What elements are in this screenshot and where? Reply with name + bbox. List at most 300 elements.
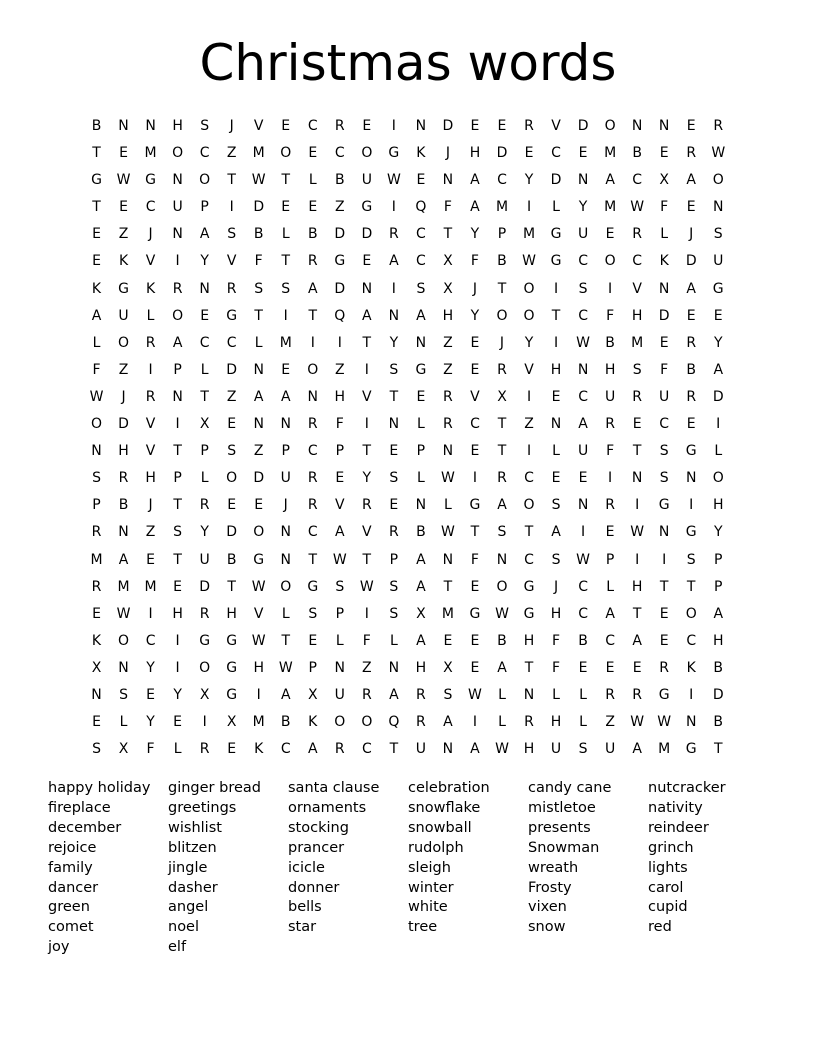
grid-letter: C bbox=[659, 416, 670, 433]
grid-letter: N bbox=[172, 388, 183, 405]
word-item: Frosty bbox=[528, 879, 572, 896]
grid-letter: G bbox=[145, 172, 156, 189]
grid-letter: O bbox=[685, 605, 697, 622]
word-item: angel bbox=[168, 899, 209, 916]
grid-letter: U bbox=[415, 741, 427, 758]
word-item: rejoice bbox=[48, 839, 97, 856]
grid-letter: A bbox=[551, 524, 561, 541]
grid-letter: E bbox=[227, 497, 237, 514]
grid-letter: S bbox=[281, 280, 291, 297]
grid-letter: G bbox=[307, 578, 319, 595]
word-item: snowball bbox=[408, 819, 472, 836]
grid-letter: E bbox=[605, 226, 615, 243]
grid-letter: E bbox=[92, 253, 101, 270]
grid-letter: L bbox=[389, 632, 398, 649]
grid-letter: V bbox=[145, 443, 156, 460]
grid-letter: T bbox=[362, 334, 372, 351]
grid-letter: H bbox=[172, 118, 183, 134]
grid-letter: O bbox=[523, 280, 535, 297]
grid-letter: Y bbox=[146, 714, 155, 731]
grid-letter: N bbox=[280, 524, 291, 541]
grid-letter: G bbox=[415, 361, 427, 378]
grid-letter: I bbox=[472, 470, 478, 487]
grid-letter: M bbox=[658, 741, 671, 758]
grid-letter: D bbox=[712, 686, 724, 703]
grid-letter: W bbox=[251, 632, 266, 649]
grid-letter: L bbox=[498, 686, 506, 703]
grid-letter: N bbox=[172, 172, 183, 189]
grid-letter: Y bbox=[713, 334, 723, 351]
grid-letter: U bbox=[118, 307, 129, 324]
grid-letter: A bbox=[686, 280, 696, 297]
grid-letter: R bbox=[686, 388, 697, 405]
grid-letter: B bbox=[91, 118, 102, 134]
grid-letter: A bbox=[91, 307, 102, 324]
grid-letter: T bbox=[92, 145, 101, 162]
grid-letter: I bbox=[364, 416, 369, 433]
grid-letter: E bbox=[605, 524, 615, 541]
grid-letter: L bbox=[281, 226, 290, 243]
grid-letter: Z bbox=[443, 334, 453, 351]
grid-row bbox=[83, 465, 732, 492]
grid-letter: N bbox=[334, 659, 346, 676]
word-item: mistletoe bbox=[528, 799, 596, 816]
grid-letter: H bbox=[550, 714, 562, 731]
grid-letter: J bbox=[445, 145, 450, 162]
grid-letter: X bbox=[199, 416, 210, 433]
grid-letter: P bbox=[389, 551, 399, 568]
grid-letter: N bbox=[415, 118, 427, 134]
grid-letter: W bbox=[251, 578, 266, 595]
grid-letter: C bbox=[497, 172, 507, 189]
grid-letter: E bbox=[443, 632, 453, 649]
grid-letter: I bbox=[526, 199, 532, 216]
word-item: white bbox=[408, 899, 448, 916]
grid-letter: B bbox=[713, 714, 724, 731]
grid-letter: N bbox=[631, 118, 643, 134]
grid-letter: J bbox=[499, 334, 505, 351]
grid-letter: M bbox=[604, 145, 617, 162]
grid-row bbox=[83, 547, 732, 574]
word-item: grinch bbox=[648, 839, 694, 856]
grid-letter: Z bbox=[226, 388, 237, 405]
grid-letter: C bbox=[578, 388, 588, 405]
grid-letter: E bbox=[578, 659, 588, 676]
grid-letter: U bbox=[713, 253, 724, 270]
grid-letter: H bbox=[712, 497, 724, 514]
grid-letter: N bbox=[631, 470, 643, 487]
grid-letter: S bbox=[443, 686, 453, 703]
grid-letter: X bbox=[443, 280, 453, 297]
grid-letter: I bbox=[202, 714, 207, 731]
grid-letter: Q bbox=[415, 199, 427, 216]
word-item: icicle bbox=[288, 859, 325, 876]
grid-letter: C bbox=[632, 172, 643, 189]
grid-letter: R bbox=[307, 416, 318, 433]
grid-letter: T bbox=[497, 280, 507, 297]
grid-letter: Z bbox=[362, 659, 372, 676]
grid-letter: I bbox=[148, 605, 153, 622]
word-item: carol bbox=[648, 879, 684, 896]
grid-letter: E bbox=[281, 118, 291, 134]
grid-letter: E bbox=[362, 253, 372, 270]
word-item: snow bbox=[528, 919, 566, 936]
grid-letter: L bbox=[281, 605, 290, 622]
word-item: santa clause bbox=[288, 780, 380, 796]
grid-letter: G bbox=[685, 524, 697, 541]
grid-letter: U bbox=[334, 686, 345, 703]
grid-letter: U bbox=[604, 741, 616, 758]
grid-letter: Q bbox=[334, 307, 346, 324]
word-item: vixen bbox=[528, 899, 567, 916]
grid-letter: C bbox=[199, 145, 210, 162]
grid-letter: A bbox=[632, 741, 642, 758]
grid-letter: V bbox=[362, 388, 372, 405]
grid-row bbox=[83, 384, 732, 411]
grid-letter: P bbox=[714, 578, 723, 595]
grid-letter: W bbox=[576, 334, 590, 351]
grid-letter: V bbox=[551, 118, 561, 134]
grid-row bbox=[83, 628, 732, 655]
grid-row bbox=[83, 736, 732, 763]
grid-letter: Z bbox=[524, 416, 534, 433]
grid-letter: A bbox=[497, 497, 507, 514]
grid-letter: W bbox=[495, 741, 509, 758]
word-item: noel bbox=[168, 919, 200, 936]
grid-letter: P bbox=[714, 551, 723, 568]
grid-row bbox=[83, 303, 732, 330]
grid-letter: O bbox=[712, 470, 724, 487]
grid-letter: H bbox=[253, 659, 264, 676]
grid-letter: X bbox=[199, 686, 210, 703]
grid-letter: O bbox=[361, 714, 373, 731]
grid-letter: J bbox=[148, 497, 153, 514]
grid-letter: O bbox=[334, 714, 346, 731]
grid-letter: Y bbox=[389, 334, 399, 351]
grid-row bbox=[83, 276, 732, 303]
grid-letter: L bbox=[714, 443, 723, 460]
grid-letter: R bbox=[605, 686, 615, 703]
grid-letter: K bbox=[659, 253, 669, 270]
grid-letter: T bbox=[713, 741, 723, 758]
grid-row bbox=[83, 438, 732, 465]
grid-letter: E bbox=[632, 416, 642, 433]
grid-letter: R bbox=[334, 118, 345, 134]
grid-letter: N bbox=[91, 443, 102, 460]
grid-letter: E bbox=[470, 632, 480, 649]
grid-letter: I bbox=[391, 280, 396, 297]
grid-letter: H bbox=[172, 605, 183, 622]
grid-letter: E bbox=[524, 145, 534, 162]
word-item: nativity bbox=[648, 799, 703, 816]
grid-letter: K bbox=[254, 741, 264, 758]
grid-letter: E bbox=[227, 416, 237, 433]
grid-letter: V bbox=[145, 253, 156, 270]
grid-letter: M bbox=[495, 199, 509, 216]
grid-letter: H bbox=[415, 659, 427, 676]
word-column bbox=[48, 779, 168, 958]
grid-letter: H bbox=[523, 632, 535, 649]
grid-letter: P bbox=[200, 443, 209, 460]
grid-letter: E bbox=[659, 605, 669, 622]
grid-letter: E bbox=[92, 226, 101, 243]
grid-letter: E bbox=[659, 632, 669, 649]
grid-letter: T bbox=[389, 741, 399, 758]
grid-letter: A bbox=[578, 416, 588, 433]
grid-letter: V bbox=[253, 118, 264, 134]
grid-letter: V bbox=[470, 388, 480, 405]
grid-letter: C bbox=[307, 524, 318, 541]
grid-letter: C bbox=[199, 334, 210, 351]
grid-letter: E bbox=[227, 741, 237, 758]
grid-letter: T bbox=[389, 388, 399, 405]
grid-letter: A bbox=[280, 686, 291, 703]
grid-letter: N bbox=[172, 226, 183, 243]
grid-letter: E bbox=[119, 145, 128, 162]
grid-letter: A bbox=[362, 307, 372, 324]
grid-letter: N bbox=[307, 388, 318, 405]
grid-letter: N bbox=[91, 686, 102, 703]
grid-letter: U bbox=[604, 388, 616, 405]
grid-letter: W bbox=[630, 199, 645, 216]
grid-letter: E bbox=[659, 334, 669, 351]
grid-letter: S bbox=[497, 524, 507, 541]
grid-letter: E bbox=[389, 497, 399, 514]
word-item: jingle bbox=[168, 859, 208, 876]
grid-letter: K bbox=[308, 714, 318, 731]
word-item: sleigh bbox=[408, 859, 451, 876]
grid-letter: D bbox=[577, 118, 589, 134]
grid-letter: B bbox=[280, 714, 291, 731]
word-item: stocking bbox=[288, 819, 349, 836]
grid-letter: D bbox=[712, 388, 724, 405]
grid-letter: W bbox=[630, 524, 645, 541]
grid-letter: Z bbox=[118, 226, 129, 243]
grid-letter: T bbox=[551, 307, 561, 324]
grid-letter: A bbox=[118, 551, 129, 568]
grid-letter: C bbox=[334, 145, 345, 162]
grid-letter: S bbox=[659, 470, 669, 487]
word-item: rudolph bbox=[408, 839, 464, 856]
grid-letter: R bbox=[713, 118, 724, 134]
grid-letter: T bbox=[686, 578, 696, 595]
grid-letter: R bbox=[199, 741, 210, 758]
grid-letter: L bbox=[416, 416, 425, 433]
grid-letter: E bbox=[173, 578, 183, 595]
grid-letter: E bbox=[254, 497, 264, 514]
grid-letter: R bbox=[443, 388, 453, 405]
grid-row bbox=[83, 574, 732, 601]
grid-letter: R bbox=[361, 686, 372, 703]
grid-letter: T bbox=[524, 659, 534, 676]
grid-letter: T bbox=[308, 307, 318, 324]
grid-letter: I bbox=[337, 334, 342, 351]
grid-letter: B bbox=[226, 551, 237, 568]
grid-letter: E bbox=[200, 307, 210, 324]
grid-letter: R bbox=[524, 714, 534, 731]
grid-letter: W bbox=[495, 605, 509, 622]
grid-letter: G bbox=[334, 253, 346, 270]
grid-letter: C bbox=[226, 334, 237, 351]
grid-letter: P bbox=[173, 361, 182, 378]
word-item: happy holiday bbox=[48, 780, 151, 796]
grid-letter: D bbox=[334, 280, 346, 297]
grid-letter: O bbox=[712, 172, 724, 189]
grid-letter: I bbox=[310, 334, 315, 351]
grid-row bbox=[83, 709, 732, 736]
grid-letter: E bbox=[281, 199, 291, 216]
grid-letter: I bbox=[175, 253, 180, 270]
grid-letter: Q bbox=[388, 714, 400, 731]
letter-grid bbox=[83, 113, 732, 763]
grid-letter: N bbox=[388, 307, 400, 324]
grid-letter: S bbox=[551, 497, 561, 514]
grid-letter: T bbox=[659, 578, 669, 595]
grid-letter: V bbox=[253, 605, 264, 622]
grid-letter: Y bbox=[578, 199, 588, 216]
grid-letter: I bbox=[175, 659, 180, 676]
grid-letter: R bbox=[91, 578, 102, 595]
grid-letter: R bbox=[118, 470, 129, 487]
grid-row bbox=[83, 682, 732, 709]
grid-letter: L bbox=[552, 686, 560, 703]
grid-letter: M bbox=[279, 334, 292, 351]
grid-letter: B bbox=[578, 632, 588, 649]
grid-letter: S bbox=[659, 443, 669, 460]
grid-letter: N bbox=[415, 334, 427, 351]
grid-letter: I bbox=[364, 605, 369, 622]
grid-letter: L bbox=[416, 470, 425, 487]
word-item: blitzen bbox=[168, 839, 217, 856]
grid-letter: L bbox=[200, 361, 209, 378]
grid-letter: F bbox=[660, 199, 669, 216]
grid-letter: A bbox=[713, 361, 724, 378]
grid-letter: M bbox=[441, 605, 454, 622]
grid-letter: B bbox=[686, 361, 696, 378]
grid-letter: R bbox=[632, 388, 642, 405]
grid-row bbox=[83, 601, 732, 628]
grid-letter: V bbox=[524, 361, 534, 378]
grid-letter: E bbox=[146, 686, 155, 703]
word-item: Snowman bbox=[528, 839, 600, 856]
grid-letter: G bbox=[469, 497, 481, 514]
grid-letter: N bbox=[280, 416, 291, 433]
grid-letter: E bbox=[713, 307, 723, 324]
grid-letter: A bbox=[253, 388, 264, 405]
grid-letter: X bbox=[659, 172, 669, 189]
word-item: candy cane bbox=[528, 780, 612, 796]
word-item: fireplace bbox=[48, 799, 111, 816]
grid-letter: T bbox=[173, 443, 182, 460]
grid-letter: T bbox=[173, 551, 182, 568]
grid-letter: T bbox=[281, 632, 291, 649]
grid-letter: N bbox=[145, 118, 156, 134]
grid-letter: F bbox=[606, 443, 615, 460]
grid-letter: R bbox=[632, 226, 642, 243]
word-item: ginger bread bbox=[168, 780, 261, 796]
grid-letter: P bbox=[200, 199, 209, 216]
grid-letter: O bbox=[199, 659, 211, 676]
grid-letter: T bbox=[362, 443, 372, 460]
grid-letter: B bbox=[605, 334, 615, 351]
grid-letter: S bbox=[335, 578, 345, 595]
grid-letter: N bbox=[280, 551, 291, 568]
grid-letter: W bbox=[278, 659, 293, 676]
grid-letter: C bbox=[524, 470, 534, 487]
grid-letter: P bbox=[173, 470, 182, 487]
grid-letter: O bbox=[253, 524, 265, 541]
grid-letter: K bbox=[118, 253, 129, 270]
grid-letter: C bbox=[145, 199, 156, 216]
grid-letter: M bbox=[252, 714, 265, 731]
grid-letter: O bbox=[604, 253, 616, 270]
grid-letter: Z bbox=[443, 361, 453, 378]
grid-letter: L bbox=[173, 741, 182, 758]
grid-letter: Y bbox=[362, 470, 372, 487]
grid-letter: N bbox=[442, 551, 454, 568]
grid-letter: I bbox=[689, 686, 694, 703]
grid-letter: E bbox=[686, 118, 696, 134]
grid-letter: D bbox=[361, 226, 373, 243]
grid-letter: A bbox=[389, 686, 399, 703]
grid-row bbox=[83, 140, 732, 167]
grid-letter: R bbox=[307, 497, 318, 514]
grid-letter: R bbox=[388, 226, 399, 243]
grid-letter: T bbox=[443, 578, 453, 595]
grid-letter: M bbox=[604, 199, 617, 216]
grid-letter: B bbox=[497, 632, 507, 649]
grid-letter: X bbox=[443, 659, 453, 676]
grid-letter: C bbox=[416, 226, 426, 243]
grid-letter: L bbox=[146, 307, 155, 324]
grid-letter: N bbox=[253, 361, 264, 378]
grid-letter: D bbox=[550, 172, 562, 189]
grid-letter: L bbox=[579, 714, 587, 731]
grid-letter: C bbox=[416, 253, 426, 270]
grid-letter: E bbox=[119, 199, 128, 216]
grid-letter: H bbox=[118, 443, 129, 460]
grid-letter: Y bbox=[200, 524, 209, 541]
grid-letter: C bbox=[686, 632, 697, 649]
grid-letter: A bbox=[605, 172, 615, 189]
grid-letter: H bbox=[226, 605, 237, 622]
grid-letter: C bbox=[307, 118, 318, 134]
grid-letter: G bbox=[712, 280, 724, 297]
grid-letter: W bbox=[522, 253, 536, 270]
grid-letter: T bbox=[92, 199, 101, 216]
word-item: joy bbox=[48, 939, 70, 956]
grid-letter: K bbox=[145, 280, 156, 297]
grid-letter: C bbox=[578, 253, 588, 270]
grid-letter: E bbox=[92, 605, 101, 622]
grid-letter: C bbox=[578, 605, 588, 622]
grid-letter: G bbox=[226, 307, 238, 324]
grid-letter: N bbox=[199, 280, 210, 297]
word-column bbox=[288, 779, 408, 958]
word-item: wishlist bbox=[168, 819, 222, 836]
grid-letter: A bbox=[416, 307, 426, 324]
grid-letter: N bbox=[388, 659, 400, 676]
grid-letter: D bbox=[226, 524, 238, 541]
grid-letter: E bbox=[389, 443, 399, 460]
grid-letter: M bbox=[252, 145, 265, 162]
grid-letter: T bbox=[524, 524, 534, 541]
grid-letter: N bbox=[550, 416, 562, 433]
grid-letter: T bbox=[443, 226, 453, 243]
grid-letter: H bbox=[631, 578, 643, 595]
grid-letter: A bbox=[470, 172, 480, 189]
grid-letter: O bbox=[523, 307, 535, 324]
